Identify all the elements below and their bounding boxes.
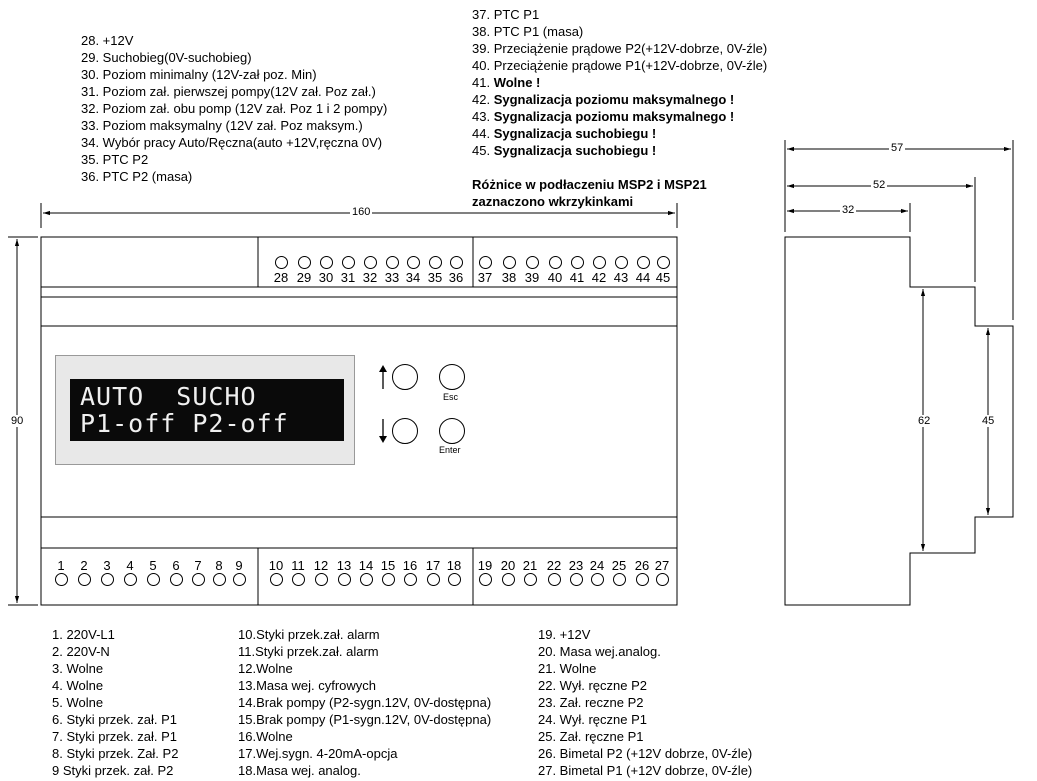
terminal-4	[124, 573, 137, 586]
lcd-line-1: AUTO SUCHO	[80, 382, 257, 411]
terminal-number: 33	[384, 270, 400, 285]
terminal-desc-item: 19. +12V	[538, 627, 591, 642]
terminal-desc-number: 41.	[472, 75, 494, 90]
terminal-desc-number: 42.	[472, 92, 494, 107]
side-housing-outline	[785, 237, 1013, 605]
terminal-10	[270, 573, 283, 586]
terminal-desc-item: 8. Styki przek. Zał. P2	[52, 746, 179, 761]
up-button[interactable]	[392, 364, 418, 390]
terminal-31	[342, 256, 355, 269]
terminal-number: 41	[569, 270, 585, 285]
terminal-number: 43	[613, 270, 629, 285]
terminal-number: 8	[215, 558, 223, 573]
terminal-desc-item: 10.Styki przek.zał. alarm	[238, 627, 380, 642]
terminal-16	[404, 573, 417, 586]
terminal-number: 28	[273, 270, 289, 285]
terminal-number: 16	[402, 558, 418, 573]
terminal-number: 11	[291, 558, 305, 573]
terminal-25	[613, 573, 626, 586]
terminal-41	[571, 256, 584, 269]
terminal-number: 18	[446, 558, 462, 573]
terminal-number: 3	[103, 558, 111, 573]
terminal-number: 17	[425, 558, 441, 573]
terminal-5	[147, 573, 160, 586]
terminal-desc-text: Przeciążenie prądowe P2(+12V-dobrze, 0V-źle)	[493, 41, 768, 56]
terminal-17	[427, 573, 440, 586]
terminal-desc-item: 24. Wył. ręczne P1	[538, 712, 647, 727]
terminal-number: 14	[358, 558, 374, 573]
terminal-21	[524, 573, 537, 586]
terminal-28	[275, 256, 288, 269]
terminal-26	[636, 573, 649, 586]
lcd-line-2: P1-off P2-off	[80, 409, 289, 438]
terminal-24	[591, 573, 604, 586]
terminal-number: 39	[524, 270, 540, 285]
terminal-desc-item: 26. Bimetal P2 (+12V dobrze, 0V-źle)	[538, 746, 753, 761]
dim-side-62: 62	[918, 415, 931, 427]
terminal-number: 27	[654, 558, 670, 573]
terminal-desc-item: 29. Suchobieg(0V-suchobieg)	[81, 50, 252, 65]
terminal-desc-item: 32. Poziom zał. obu pomp (12V zał. Poz 1 i 2 pompy)	[81, 101, 388, 116]
terminal-desc-text: Sygnalizacja poziomu maksymalnego !	[493, 109, 735, 124]
terminal-number: 1	[57, 558, 65, 573]
terminal-2	[78, 573, 91, 586]
terminal-number: 40	[547, 270, 563, 285]
terminal-6	[170, 573, 183, 586]
dim-side-45: 45	[982, 415, 995, 427]
terminal-desc-number: 37.	[472, 7, 494, 22]
terminal-desc-number: 45.	[472, 143, 494, 158]
terminal-desc-item: 17.Wej.sygn. 4-20mA-opcja	[238, 746, 398, 761]
difference-note-line-2: zaznaczono wkrzykinkami	[472, 194, 634, 209]
terminal-desc-text: Przeciążenie prądowe P1(+12V-dobrze, 0V-źle)	[493, 58, 768, 73]
terminal-1	[55, 573, 68, 586]
terminal-number: 44	[635, 270, 651, 285]
terminal-45	[657, 256, 670, 269]
terminal-number: 5	[149, 558, 157, 573]
bottom-list-col-1	[52, 626, 178, 779]
enter-button[interactable]	[439, 418, 465, 444]
terminal-9	[233, 573, 246, 586]
terminal-number: 38	[501, 270, 517, 285]
terminal-number: 25	[611, 558, 627, 573]
terminal-number: 31	[340, 270, 356, 285]
terminal-number: 26	[634, 558, 650, 573]
terminal-43	[615, 256, 628, 269]
terminal-desc-item: 28. +12V	[81, 33, 134, 48]
terminal-15	[382, 573, 395, 586]
terminal-8	[213, 573, 226, 586]
terminal-19	[479, 573, 492, 586]
terminal-desc-item: 4. Wolne	[52, 678, 104, 693]
terminal-number: 15	[380, 558, 396, 573]
arrow-down-icon	[378, 418, 388, 444]
terminal-desc-item: 34. Wybór pracy Auto/Ręczna(auto +12V,ręczna 0V)	[81, 135, 383, 150]
terminal-number: 7	[194, 558, 202, 573]
terminal-number: 45	[655, 270, 671, 285]
dim-side-52: 52	[873, 179, 886, 191]
terminal-number: 23	[568, 558, 584, 573]
terminal-desc-number: 40.	[472, 58, 494, 73]
bottom-list-col-3	[538, 626, 752, 779]
terminal-number: 6	[172, 558, 180, 573]
terminal-39	[526, 256, 539, 269]
terminal-13	[338, 573, 351, 586]
terminal-desc-item: 5. Wolne	[52, 695, 104, 710]
terminal-desc-item: 25. Zał. ręczne P1	[538, 729, 644, 744]
arrow-up-icon	[378, 364, 388, 390]
terminal-desc-item: 22. Wył. ręczne P2	[538, 678, 647, 693]
terminal-desc-number: 39.	[472, 41, 494, 56]
terminal-40	[549, 256, 562, 269]
terminal-number: 10	[268, 558, 284, 573]
down-button[interactable]	[392, 418, 418, 444]
terminal-desc-item: 15.Brak pompy (P1-sygn.12V, 0V-dostępna)	[238, 712, 492, 727]
terminal-desc-item: 33. Poziom maksymalny (12V zał. Poz maksym.)	[81, 118, 363, 133]
terminal-number: 29	[296, 270, 312, 285]
terminal-11	[292, 573, 305, 586]
esc-button[interactable]	[439, 364, 465, 390]
terminal-desc-text: Sygnalizacja suchobiegu !	[493, 126, 657, 141]
esc-label: Esc	[443, 392, 459, 402]
terminal-desc-item: 1. 220V-L1	[52, 627, 115, 642]
dim-side-32: 32	[842, 204, 855, 216]
terminal-29	[298, 256, 311, 269]
dim-side-57: 57	[891, 142, 904, 154]
terminal-desc-item: 12.Wolne	[238, 661, 293, 676]
terminal-number: 19	[477, 558, 493, 573]
terminal-44	[637, 256, 650, 269]
terminal-desc-text: PTC P1 (masa)	[493, 24, 584, 39]
terminal-23	[570, 573, 583, 586]
terminal-desc-item: 6. Styki przek. zał. P1	[52, 712, 177, 727]
terminal-number: 30	[318, 270, 334, 285]
terminal-12	[315, 573, 328, 586]
terminal-desc-number: 43.	[472, 109, 494, 124]
terminal-30	[320, 256, 333, 269]
terminal-37	[479, 256, 492, 269]
terminal-number: 13	[336, 558, 352, 573]
terminal-desc-text: Sygnalizacja suchobiegu !	[493, 143, 657, 158]
terminal-35	[429, 256, 442, 269]
terminal-desc-item: 36. PTC P2 (masa)	[81, 169, 193, 184]
dim-height-90: 90	[11, 415, 24, 427]
terminal-32	[364, 256, 377, 269]
terminal-18	[448, 573, 461, 586]
terminal-desc-item: 35. PTC P2	[81, 152, 149, 167]
terminal-number: 42	[591, 270, 607, 285]
terminal-desc-item: 20. Masa wej.analog.	[538, 644, 661, 659]
dim-width-160: 160	[352, 206, 371, 218]
terminal-desc-number: 44.	[472, 126, 494, 141]
terminal-27	[656, 573, 669, 586]
terminal-desc-number: 38.	[472, 24, 494, 39]
terminal-desc-item: 30. Poziom minimalny (12V-zał poz. Min)	[81, 67, 317, 82]
terminal-number: 36	[448, 270, 464, 285]
bottom-list-col-2	[238, 626, 491, 779]
terminal-desc-item: 3. Wolne	[52, 661, 104, 676]
terminal-number: 12	[313, 558, 329, 573]
terminal-desc-text: Sygnalizacja poziomu maksymalnego !	[493, 92, 735, 107]
terminal-desc-item: 23. Zał. reczne P2	[538, 695, 644, 710]
terminal-number: 24	[589, 558, 605, 573]
terminal-desc-item: 21. Wolne	[538, 661, 597, 676]
terminal-20	[502, 573, 515, 586]
terminal-number: 2	[80, 558, 88, 573]
terminal-desc-item: 16.Wolne	[238, 729, 293, 744]
terminal-number: 35	[427, 270, 443, 285]
terminal-number: 37	[477, 270, 493, 285]
terminal-3	[101, 573, 114, 586]
terminal-36	[450, 256, 463, 269]
terminal-38	[503, 256, 516, 269]
terminal-desc-item: 13.Masa wej. cyfrowych	[238, 678, 376, 693]
terminal-number: 22	[546, 558, 562, 573]
terminal-33	[386, 256, 399, 269]
terminal-desc-item: 11.Styki przek.zał. alarm	[238, 644, 379, 659]
terminal-42	[593, 256, 606, 269]
terminal-number: 4	[126, 558, 134, 573]
terminal-number: 34	[405, 270, 421, 285]
difference-note-line-1: Różnice w podłaczeniu MSP2 i MSP21	[472, 177, 707, 192]
terminal-number: 9	[235, 558, 243, 573]
enter-label: Enter	[439, 445, 461, 455]
terminal-desc-item: 31. Poziom zał. pierwszej pompy(12V zał. Poz zał.)	[81, 84, 376, 99]
terminal-34	[407, 256, 420, 269]
lcd-display	[55, 355, 355, 465]
terminal-desc-item: 27. Bimetal P1 (+12V dobrze, 0V-źle)	[538, 763, 753, 778]
terminal-desc-item: 18.Masa wej. analog.	[238, 763, 361, 778]
terminal-desc-text: Wolne !	[493, 75, 541, 90]
terminal-desc-item: 7. Styki przek. zał. P1	[52, 729, 177, 744]
terminal-desc-item: 14.Brak pompy (P2-sygn.12V, 0V-dostępna)	[238, 695, 492, 710]
terminal-14	[360, 573, 373, 586]
terminal-22	[548, 573, 561, 586]
terminal-number: 32	[362, 270, 378, 285]
terminal-desc-item: 9 Styki przek. zał. P2	[52, 763, 174, 778]
terminal-7	[192, 573, 205, 586]
terminal-number: 20	[500, 558, 516, 573]
terminal-number: 21	[522, 558, 538, 573]
terminal-desc-item: 2. 220V-N	[52, 644, 110, 659]
terminal-desc-text: PTC P1	[493, 7, 540, 22]
lcd-screen	[70, 379, 344, 441]
